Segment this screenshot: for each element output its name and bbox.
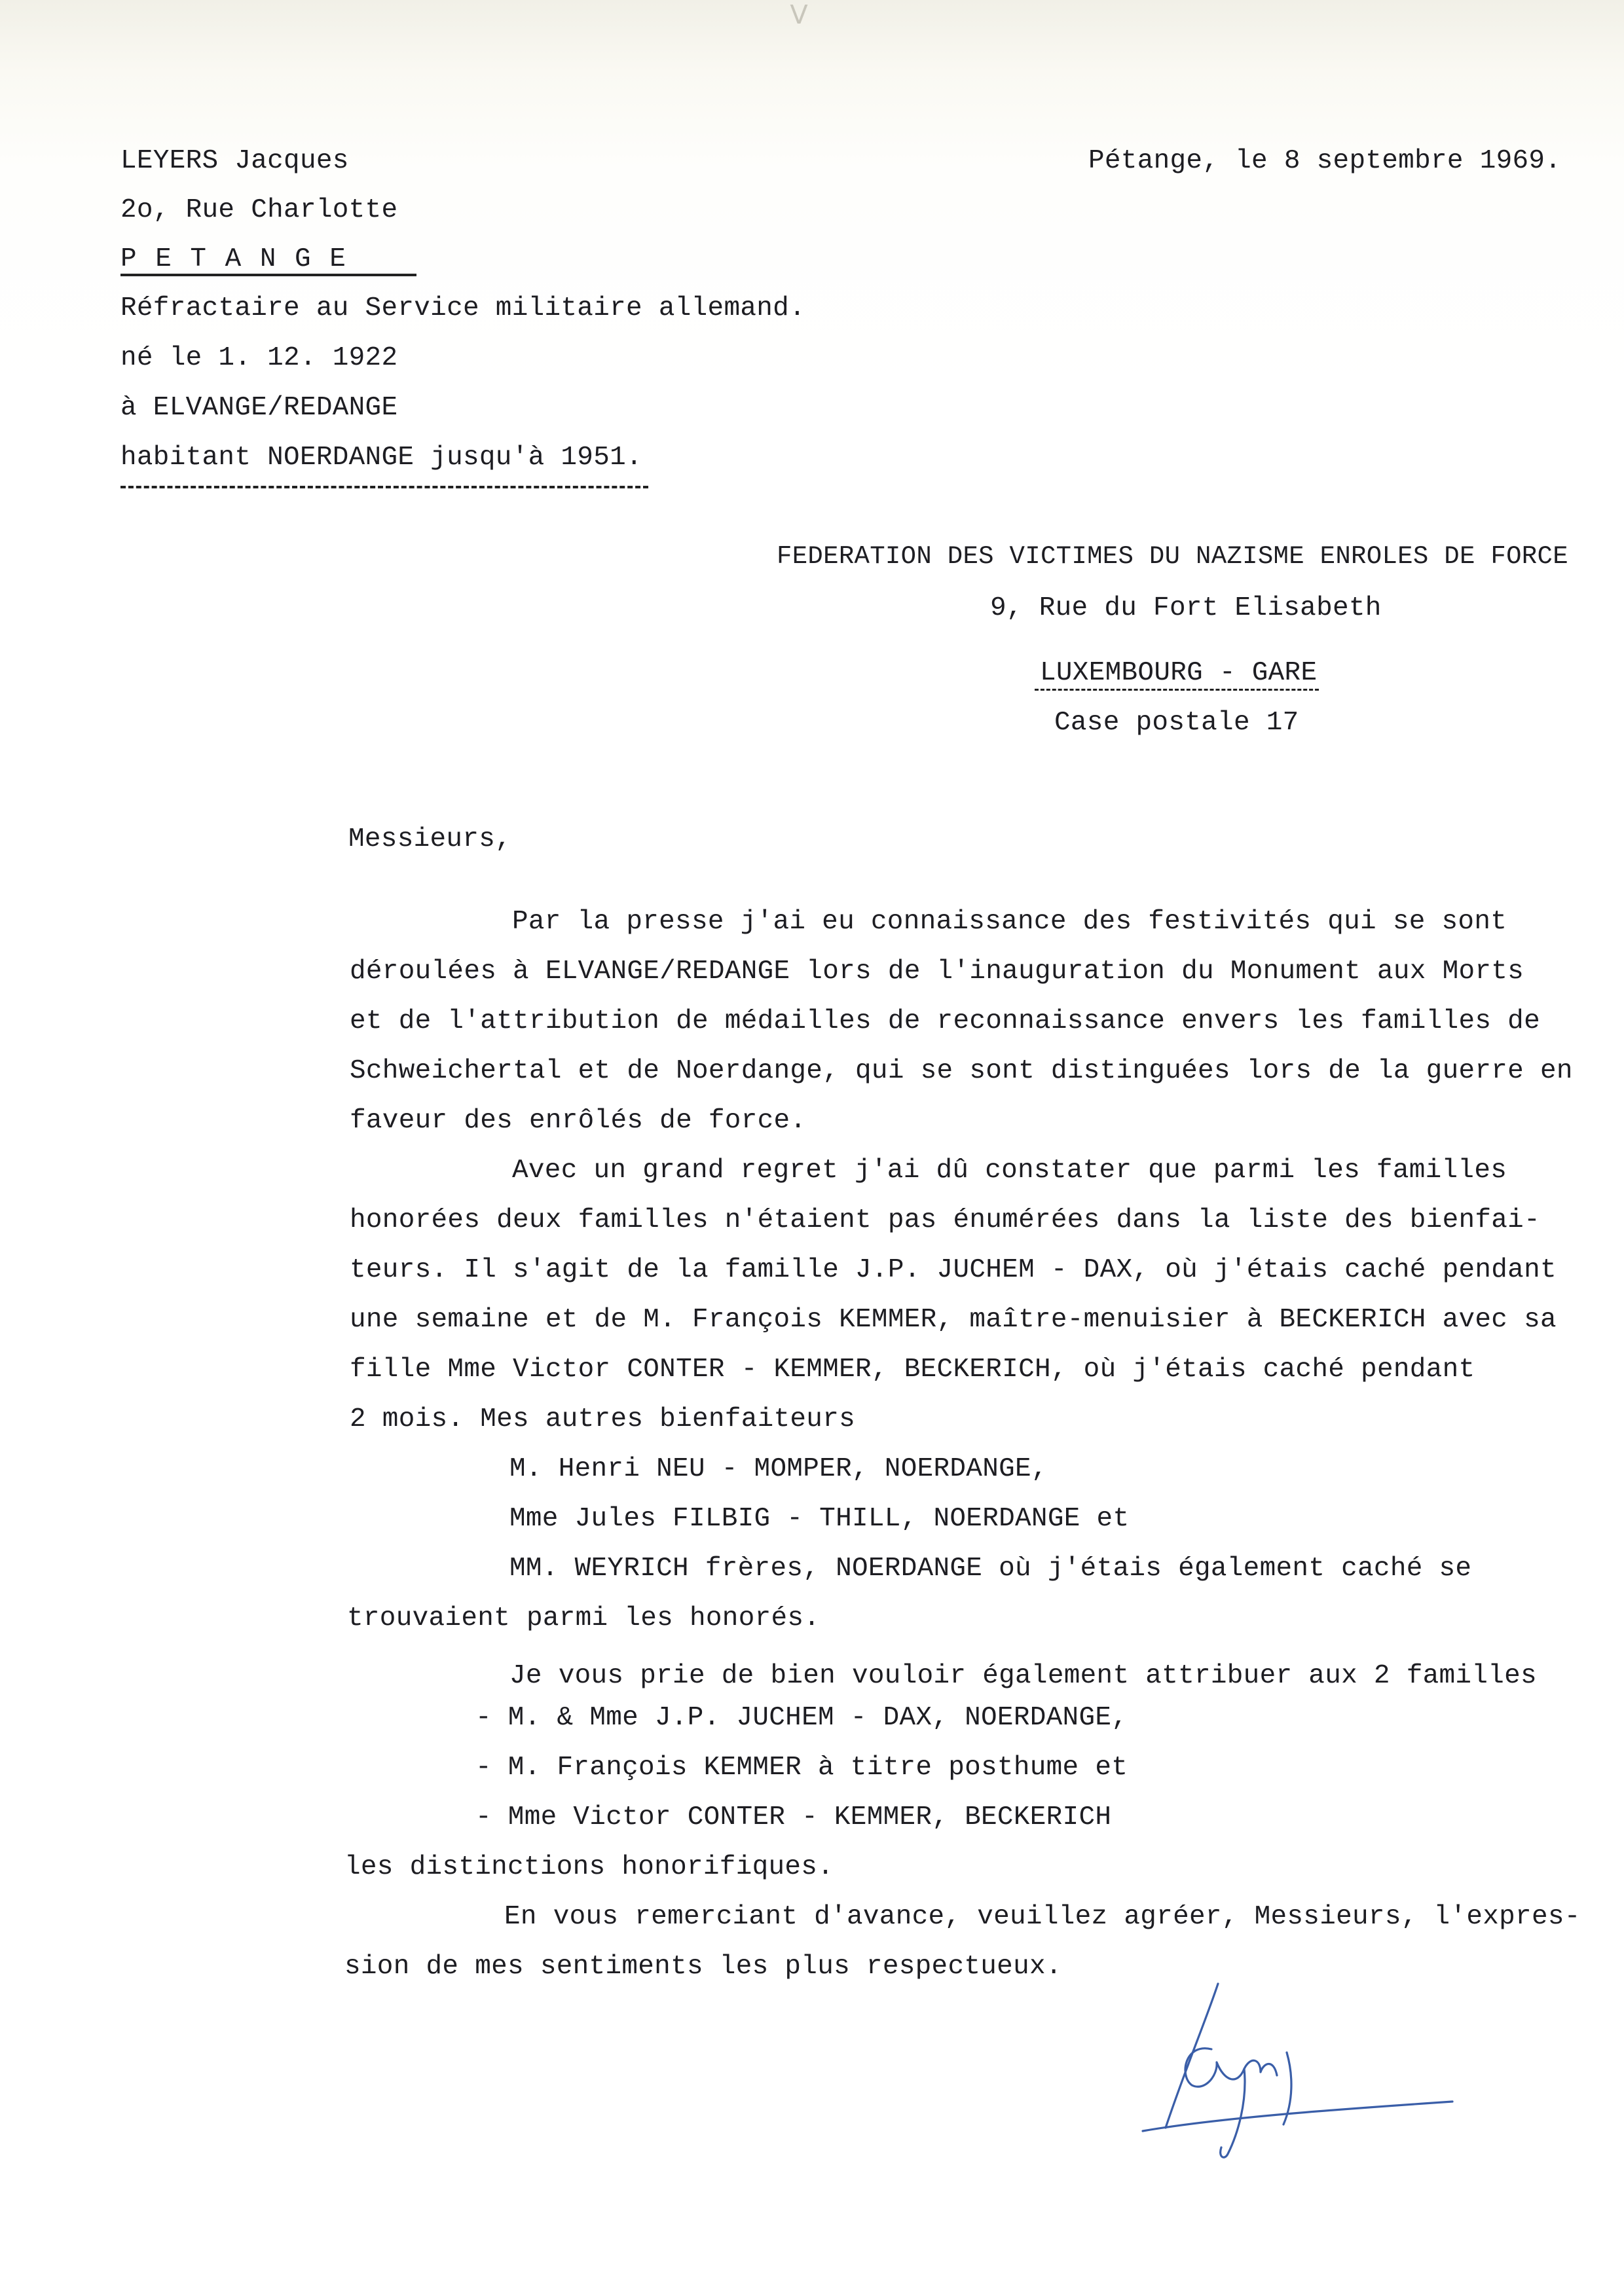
body-line: et de l'attribution de médailles de reconnaissance envers les familles de (350, 1006, 1540, 1036)
signature-stroke (1166, 1984, 1218, 2128)
recipient-po-box: Case postale 17 (1054, 708, 1299, 738)
recipient-city-underline (1035, 689, 1319, 691)
recipient-organization: FEDERATION DES VICTIMES DU NAZISME ENROLES DE FORCE (777, 542, 1568, 571)
body-line: Je vous prie de bien vouloir également attribuer aux 2 familles (509, 1661, 1537, 1691)
body-line: - Mme Victor CONTER - KEMMER, BECKERICH (475, 1802, 1112, 1832)
body-line: M. Henri NEU - MOMPER, NOERDANGE, (509, 1454, 1048, 1484)
body-line: En vous remerciant d'avance, veuillez agréer, Messieurs, l'expres- (504, 1902, 1581, 1932)
body-line: sion de mes sentiments les plus respectueux. (344, 1952, 1062, 1982)
body-line: 2 mois. Mes autres bienfaiteurs (350, 1404, 856, 1434)
fold-mark: ᐯ (790, 3, 808, 32)
signature-stroke (1185, 2049, 1245, 2158)
signature-stroke (1143, 2102, 1452, 2131)
body-line: Mme Jules FILBIG - THILL, NOERDANGE et (509, 1504, 1130, 1534)
body-line: fille Mme Victor CONTER - KEMMER, BECKERICH, où j'étais caché pendant (350, 1355, 1475, 1385)
sender-street: 2o, Rue Charlotte (120, 195, 398, 225)
recipient-street: 9, Rue du Fort Elisabeth (990, 593, 1382, 623)
sender-birth-date: né le 1. 12. 1922 (120, 343, 398, 373)
body-line: Par la presse j'ai eu connaissance des festivités qui se sont (512, 907, 1507, 937)
body-line: une semaine et de M. François KEMMER, maître-menuisier à BECKERICH avec sa (350, 1305, 1557, 1335)
sender-name: LEYERS Jacques (120, 146, 349, 176)
signature-stroke (1244, 2060, 1277, 2075)
body-line: déroulées à ELVANGE/REDANGE lors de l'inauguration du Monument aux Morts (350, 957, 1524, 987)
body-line: - M. François KEMMER à titre posthume et (475, 1753, 1128, 1783)
sender-city-underline (120, 274, 416, 276)
salutation: Messieurs, (348, 824, 512, 854)
body-line: teurs. Il s'agit de la famille J.P. JUCHEM - DAX, où j'étais caché pendant (350, 1255, 1557, 1285)
body-line: MM. WEYRICH frères, NOERDANGE où j'étais également caché se (509, 1554, 1472, 1584)
sender-status: Réfractaire au Service militaire allemand. (120, 293, 805, 323)
body-line: honorées deux familles n'étaient pas énumérées dans la liste des bienfai- (350, 1205, 1540, 1235)
sender-city: P E T A N G E (120, 244, 347, 274)
date-line: Pétange, le 8 septembre 1969. (1088, 146, 1562, 176)
body-line: trouvaient parmi les honorés. (347, 1603, 821, 1633)
sender-birth-place: à ELVANGE/REDANGE (120, 393, 398, 423)
body-line: - M. & Mme J.P. JUCHEM - DAX, NOERDANGE, (475, 1703, 1128, 1733)
body-line: les distinctions honorifiques. (344, 1852, 834, 1882)
sender-residence: habitant NOERDANGE jusqu'à 1951. (120, 443, 642, 473)
recipient-city: LUXEMBOURG - GARE (1040, 658, 1318, 688)
sender-block-divider (120, 486, 648, 488)
body-line: Schweichertal et de Noerdange, qui se sont distinguées lors de la guerre en (350, 1056, 1573, 1086)
signature (1139, 1971, 1480, 2167)
body-line: faveur des enrôlés de force. (350, 1106, 807, 1136)
body-line: Avec un grand regret j'ai dû constater que parmi les familles (512, 1156, 1507, 1186)
